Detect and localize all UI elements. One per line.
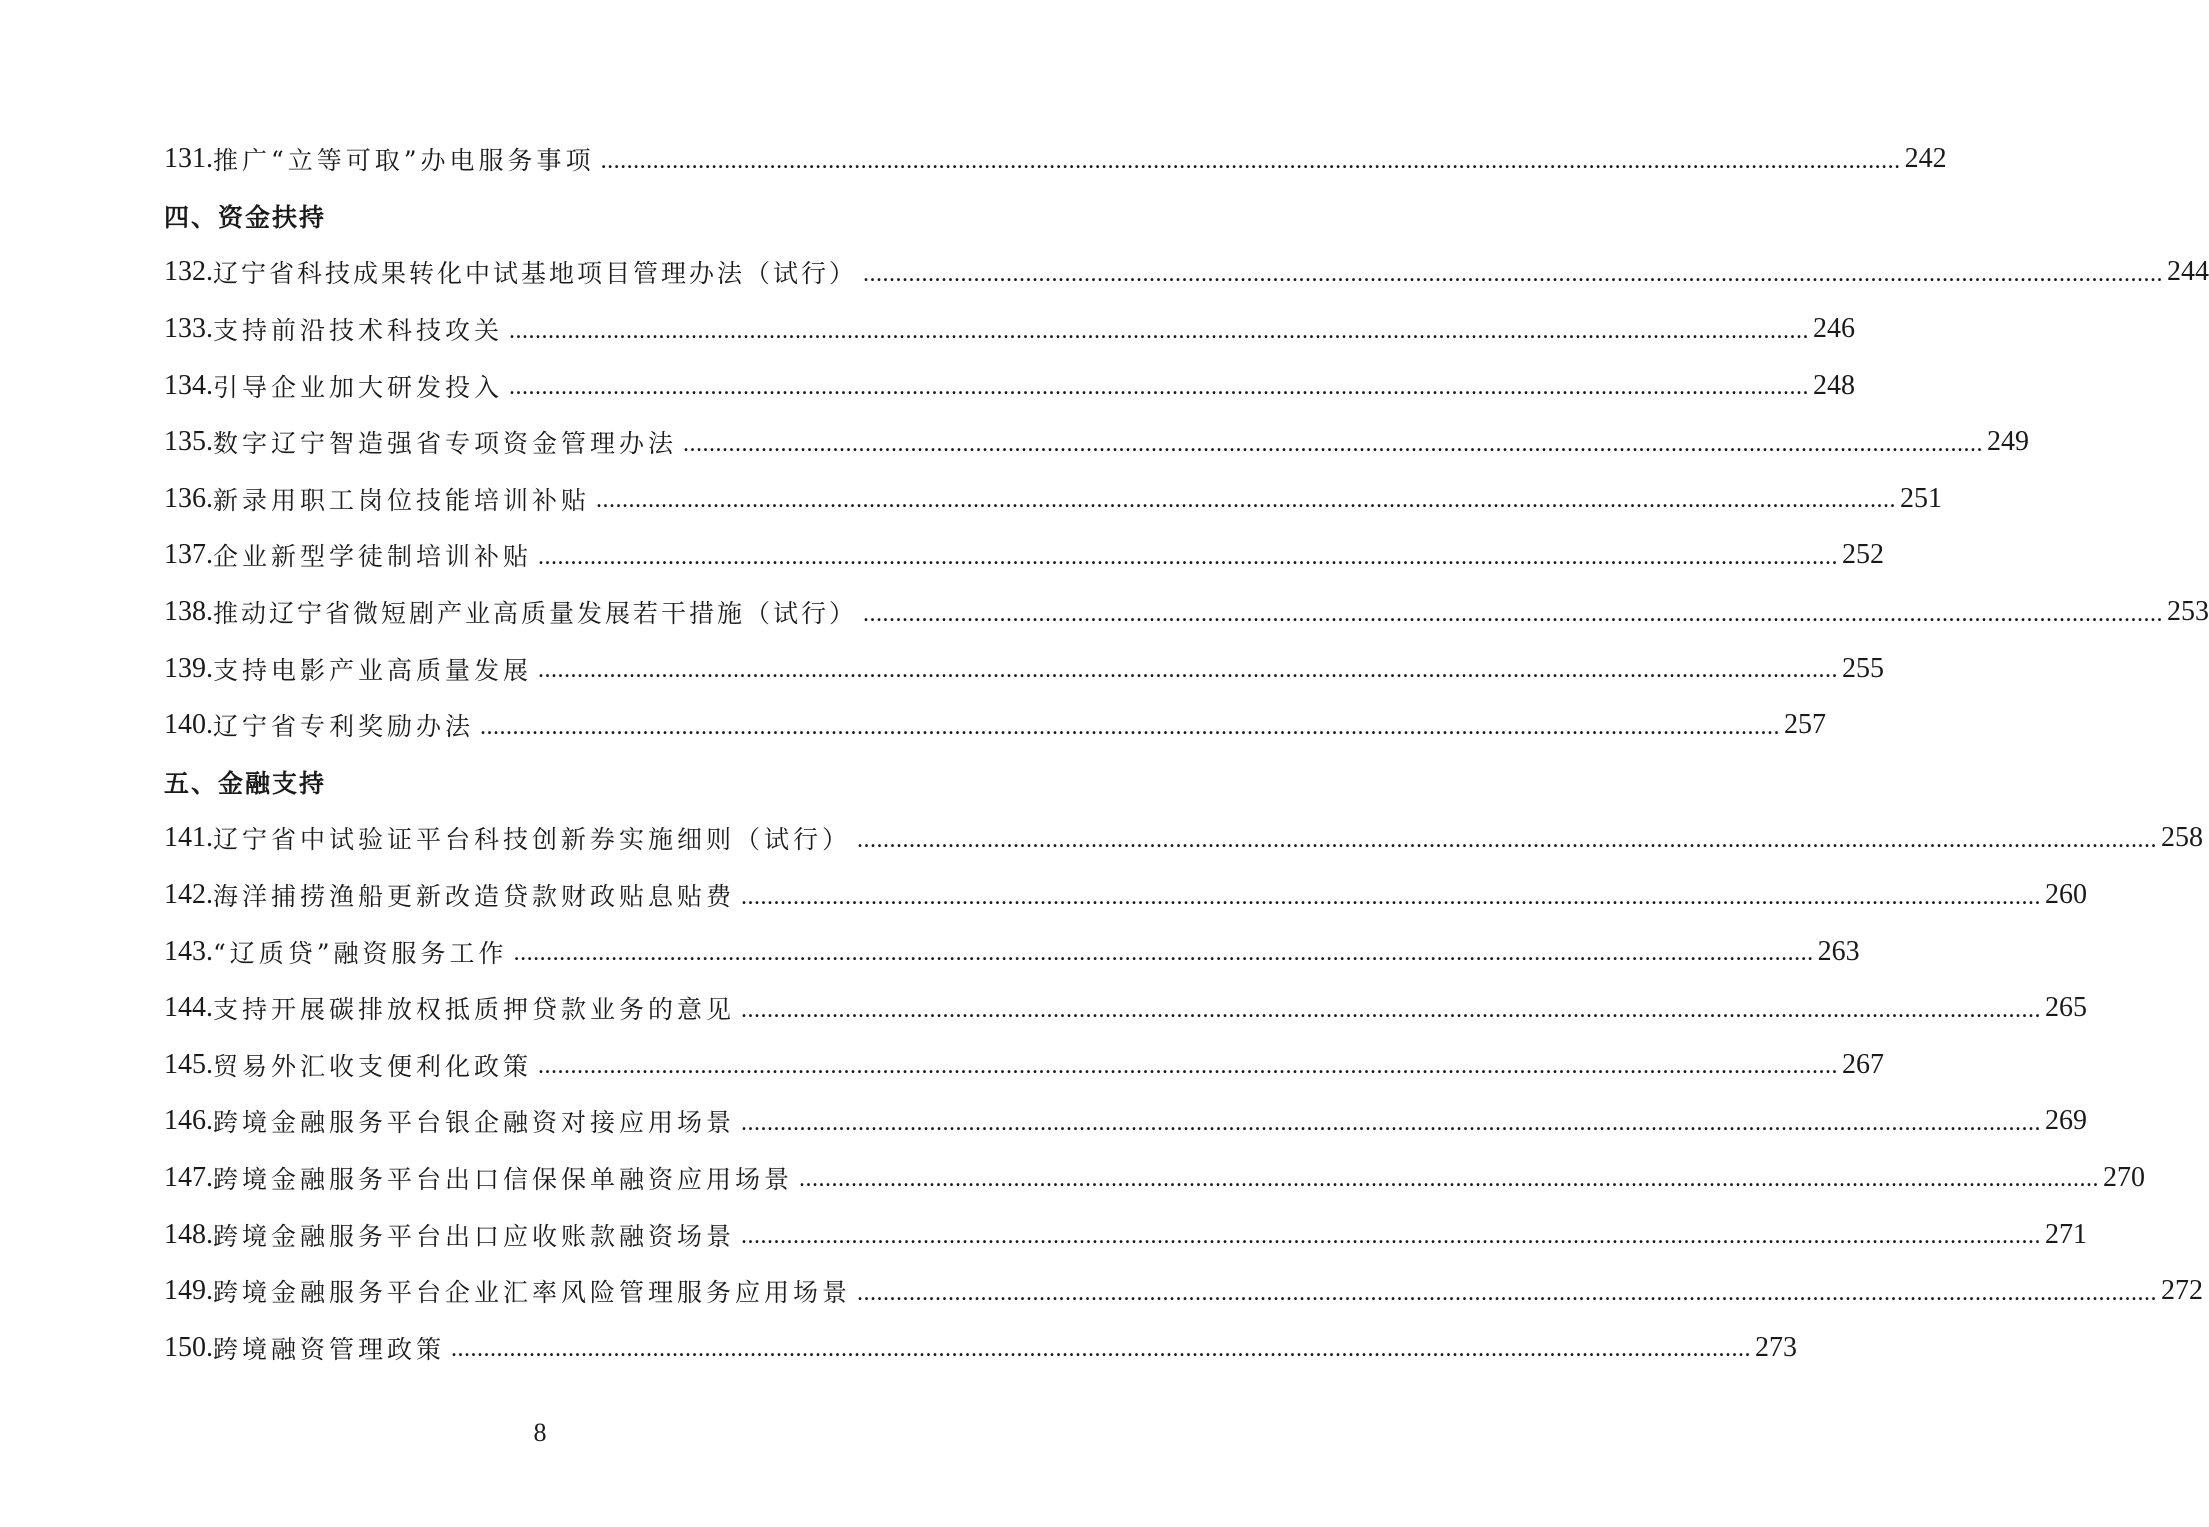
- entry-number: 133.: [164, 313, 213, 345]
- page-number: 8: [533, 1418, 547, 1447]
- entry-title: 支持前沿技术科技攻关: [213, 316, 504, 346]
- entry-page-number: 265: [2045, 992, 2088, 1024]
- entry-title: 新录用职工岗位技能培训补贴: [213, 485, 591, 515]
- dot-leader: ........................................................................................................................................................................................................: [513, 940, 1814, 967]
- entry-title: 推广“立等可取”办电服务事项: [213, 146, 595, 176]
- entry-number: 145.: [164, 1048, 213, 1080]
- entry-number: 146.: [164, 1105, 213, 1137]
- entry-number: 137.: [164, 539, 213, 571]
- entry-number: 149.: [164, 1275, 213, 1307]
- toc-entry: [164, 1150, 2146, 1207]
- toc-entry: [164, 357, 1856, 414]
- entry-page-number: 271: [2045, 1218, 2088, 1250]
- entry-page-number: 248: [1813, 369, 1856, 401]
- toc-entry: [164, 640, 1885, 697]
- entry-number: 135.: [164, 426, 213, 458]
- dot-leader: ........................................................................................................................................................................................................: [538, 1053, 1839, 1080]
- dot-leader: ........................................................................................................................................................................................................: [799, 1166, 2100, 1193]
- entry-page-number: 251: [1900, 482, 1943, 514]
- entry-number: 131.: [164, 143, 213, 175]
- entry-number: 144.: [164, 992, 213, 1024]
- entry-page-number: 244: [2167, 256, 2209, 288]
- entry-page-number: 258: [2161, 822, 2204, 854]
- entry-page-number: 246: [1813, 313, 1856, 345]
- toc-section-heading: [164, 754, 916, 811]
- dot-leader: ........................................................................................................................................................................................................: [741, 883, 2042, 910]
- toc-entry: [164, 810, 2204, 867]
- dot-leader: ........................................................................................................................................................................................................: [600, 147, 1901, 174]
- table-of-contents: [164, 131, 2209, 1376]
- toc-entry: [164, 1093, 2088, 1150]
- entry-title: 辽宁省中试验证平台科技创新券实施细则（试行）: [213, 825, 852, 855]
- entry-number: 150.: [164, 1331, 213, 1363]
- entry-title: 辽宁省科技成果转化中试基地项目管理办法（试行）: [213, 259, 858, 289]
- entry-title: 支持电影产业高质量发展: [213, 655, 533, 685]
- entry-page-number: 270: [2103, 1161, 2146, 1193]
- entry-title: 海洋捕捞渔船更新改造贷款财政贴息贴费: [213, 882, 736, 912]
- toc-entry: [164, 1206, 2088, 1263]
- entry-number: 148.: [164, 1218, 213, 1250]
- dot-leader: ........................................................................................................................................................................................................: [509, 317, 1810, 344]
- entry-number: 147.: [164, 1161, 213, 1193]
- dot-leader: ........................................................................................................................................................................................................: [863, 260, 2164, 287]
- entry-page-number: 253: [2167, 596, 2209, 628]
- toc-entry: [164, 301, 1856, 358]
- toc-entry: [164, 923, 1860, 980]
- entry-number: 139.: [164, 652, 213, 684]
- dot-leader: ........................................................................................................................................................................................................: [509, 374, 1810, 401]
- entry-title: “辽质贷”融资服务工作: [213, 938, 508, 968]
- toc-entry: [164, 1263, 2204, 1320]
- entry-page-number: 260: [2045, 879, 2088, 911]
- entry-page-number: 257: [1784, 709, 1827, 741]
- entry-title: 辽宁省专利奖励办法: [213, 712, 475, 742]
- toc-entry: [164, 414, 2030, 471]
- dot-leader: ........................................................................................................................................................................................................: [857, 826, 2158, 853]
- entry-title: 跨境金融服务平台银企融资对接应用场景: [213, 1108, 736, 1138]
- entry-page-number: 273: [1755, 1331, 1798, 1363]
- toc-entry: [164, 697, 1827, 754]
- dot-leader: ........................................................................................................................................................................................................: [741, 1109, 2042, 1136]
- entry-title: 跨境金融服务平台企业汇率风险管理服务应用场景: [213, 1278, 852, 1308]
- entry-page-number: 267: [1842, 1048, 1885, 1080]
- dot-leader: ........................................................................................................................................................................................................: [480, 713, 1781, 740]
- section-title: 四、资金扶持: [164, 202, 327, 232]
- toc-entry: [164, 131, 1947, 188]
- entry-number: 136.: [164, 482, 213, 514]
- toc-entry: [164, 980, 2088, 1037]
- dot-leader: ........................................................................................................................................................................................................: [451, 1336, 1752, 1363]
- dot-leader: ........................................................................................................................................................................................................: [683, 430, 1984, 457]
- section-title: 五、金融支持: [164, 768, 327, 798]
- entry-number: 143.: [164, 935, 213, 967]
- entry-title: 支持开展碳排放权抵质押贷款业务的意见: [213, 995, 736, 1025]
- dot-leader: ........................................................................................................................................................................................................: [857, 1279, 2158, 1306]
- entry-number: 138.: [164, 596, 213, 628]
- toc-entry: [164, 471, 1943, 528]
- entry-title: 引导企业加大研发投入: [213, 372, 504, 402]
- entry-page-number: 269: [2045, 1105, 2088, 1137]
- dot-leader: ........................................................................................................................................................................................................: [741, 996, 2042, 1023]
- entry-title: 企业新型学徒制培训补贴: [213, 542, 533, 572]
- entry-page-number: 242: [1904, 143, 1947, 175]
- entry-number: 134.: [164, 369, 213, 401]
- dot-leader: ........................................................................................................................................................................................................: [538, 657, 1839, 684]
- toc-entry: [164, 1037, 1885, 1094]
- toc-entry: [164, 244, 2209, 301]
- entry-number: 141.: [164, 822, 213, 854]
- entry-title: 贸易外汇收支便利化政策: [213, 1051, 533, 1081]
- dot-leader: ........................................................................................................................................................................................................: [863, 600, 2164, 627]
- entry-page-number: 255: [1842, 652, 1885, 684]
- entry-page-number: 272: [2161, 1275, 2204, 1307]
- entry-page-number: 252: [1842, 539, 1885, 571]
- entry-title: 数字辽宁智造强省专项资金管理办法: [213, 429, 678, 459]
- toc-entry: [164, 867, 2088, 924]
- entry-page-number: 249: [1987, 426, 2030, 458]
- entry-number: 142.: [164, 879, 213, 911]
- dot-leader: ........................................................................................................................................................................................................: [741, 1223, 2042, 1250]
- entry-number: 132.: [164, 256, 213, 288]
- entry-page-number: 263: [1817, 935, 1860, 967]
- dot-leader: ........................................................................................................................................................................................................: [538, 543, 1839, 570]
- entry-title: 跨境融资管理政策: [213, 1334, 446, 1364]
- toc-section-heading: [164, 188, 916, 245]
- entry-title: 跨境金融服务平台出口信保保单融资应用场景: [213, 1164, 794, 1194]
- toc-entry: [164, 527, 1885, 584]
- entry-number: 140.: [164, 709, 213, 741]
- toc-entry: [164, 584, 2209, 641]
- toc-entry: [164, 1319, 1798, 1376]
- dot-leader: ........................................................................................................................................................................................................: [596, 487, 1897, 514]
- entry-title: 推动辽宁省微短剧产业高质量发展若干措施（试行）: [213, 599, 858, 629]
- entry-title: 跨境金融服务平台出口应收账款融资场景: [213, 1221, 736, 1251]
